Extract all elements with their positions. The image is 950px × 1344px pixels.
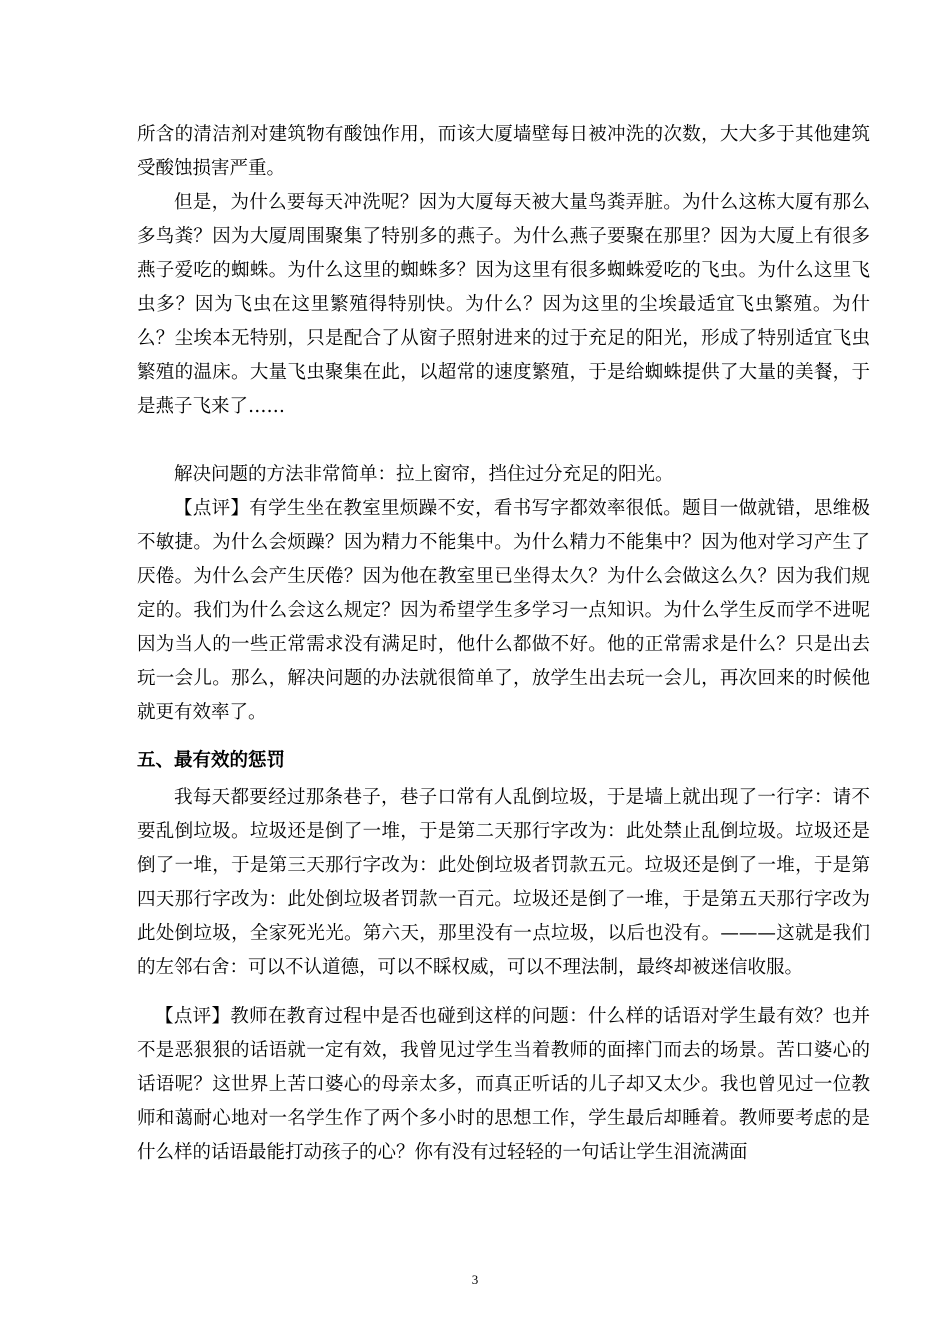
paragraph-continuation: 所含的清洁剂对建筑物有酸蚀作用，而该大厦墙壁每日被冲洗的次数，大大多于其他建筑受酸蚀损害严重。	[137, 124, 870, 179]
paragraph-alley-story: 我每天都要经过那条巷子，巷子口常有人乱倒垃圾，于是墙上就出现了一行字：请不要乱倒垃圾。垃圾还是倒了一堆，于是第二天那行字改为：此处禁止乱倒垃圾。垃圾还是倒了一堆，于是第三天那行字改为：此处倒垃圾者罚款五元。垃圾还是倒了一堆，于是第四天那行字改为：此处倒垃圾者罚款一百元。垃圾还是倒了一堆，于是第五天那行字改为此处倒垃圾，全家死光光。第六天，那里没有一点垃圾，以后也没有。———这就是我们的左邻右舍：可以不认道德，可以不睬权威，可以不理法制，最终却被迷信收服。	[137, 787, 870, 978]
paragraph-commentary-2: 【点评】教师在教育过程中是否也碰到这样的问题：什么样的话语对学生最有效？也并不是恶狠狠的话语就一定有效，我曾见过学生当着教师的面摔门而去的场景。苦口婆心的话语呢？这世界上苦口婆心的母亲太多，而真正听话的儿子却又太少。我也曾见过一位教师和蔼耐心地对一名学生作了两个多小时的思想工作，学生最后却睡着。教师要考虑的是什么样的话语最能打动孩子的心？你有没有过轻轻的一句话让学生泪流满面	[137, 1006, 870, 1163]
paragraph-commentary-1: 【点评】有学生坐在教室里烦躁不安，看书写字都效率很低。题目一做就错，思维极不敏捷。为什么会烦躁？因为精力不能集中。为什么精力不能集中？因为他对学习产生了厌倦。为什么会产生厌倦？因为他在教室里已坐得太久？为什么会做这么久？因为我们规定的。我们为什么会这么规定？因为希望学生多学习一点知识。为什么学生反而学不进呢因为当人的一些正常需求没有满足时，他什么都做不好。他的正常需求是什么？只是出去玩一会儿。那么，解决问题的办法就很简单了，放学生出去玩一会儿，再次回来的时候他就更有效率了。	[137, 498, 870, 723]
page-number: 3	[471, 1272, 479, 1287]
section-heading: 五、最有效的惩罚	[137, 750, 286, 771]
paragraph-solution: 解决问题的方法非常简单：拉上窗帘，挡住过分充足的阳光。	[174, 464, 674, 485]
paragraph-why-washing: 但是，为什么要每天冲洗呢？因为大厦每天被大量鸟粪弄脏。为什么这栋大厦有那么多鸟粪？因为大厦周围聚集了特别多的燕子。为什么燕子要聚在那里？因为大厦上有很多燕子爱吃的蜘蛛。为什么这里的蜘蛛多？因为这里有很多蜘蛛爱吃的飞虫。为什么这里飞虫多？因为飞虫在这里繁殖得特别快。为什么？因为这里的尘埃最适宜飞虫繁殖。为什么？尘埃本无特别，只是配合了从窗子照射进来的过于充足的阳光，形成了特别适宜飞虫繁殖的温床。大量飞虫聚集在此，以超常的速度繁殖，于是给蜘蛛提供了大量的美餐，于是燕子飞来了……	[137, 192, 870, 417]
